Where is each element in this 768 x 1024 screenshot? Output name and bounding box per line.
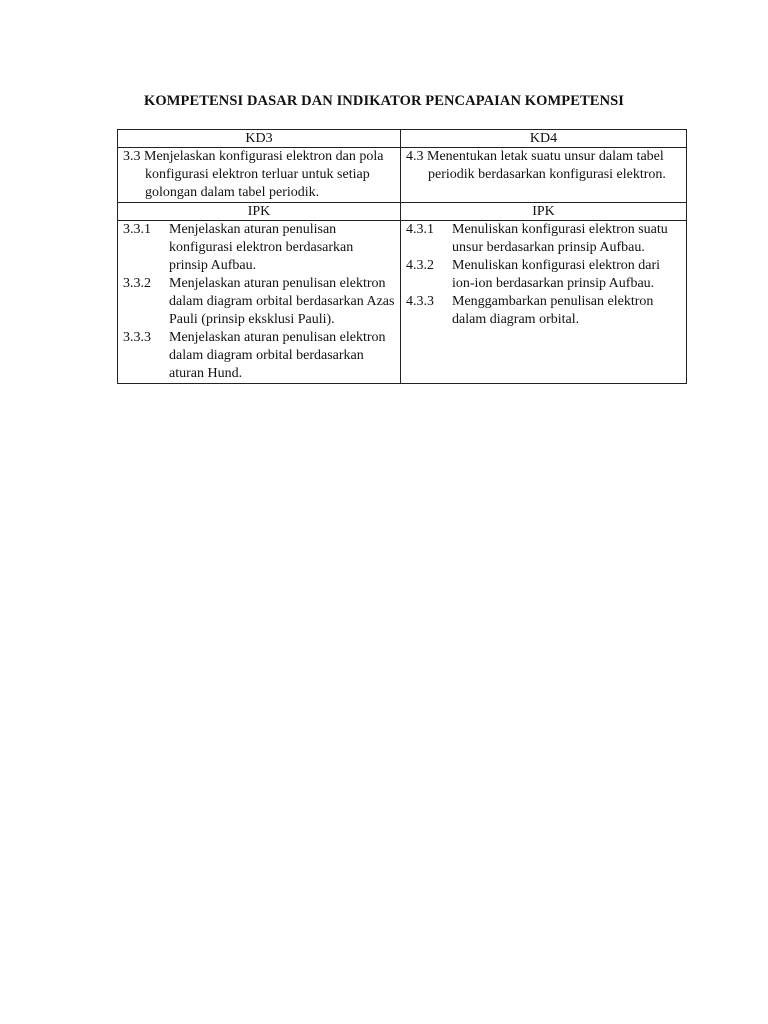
list-item	[123, 275, 395, 329]
kd3-header: KD3	[118, 130, 401, 148]
ipk-text: Menuliskan konfigurasi elektron dari ion-ion berdasarkan prinsip Aufbau.	[452, 258, 661, 291]
ipk-number: 3.3.2	[123, 276, 151, 291]
list-item	[406, 257, 681, 293]
ipk-number: 3.3.1	[123, 222, 151, 237]
list-item	[123, 221, 395, 275]
ipk-left-header: IPK	[118, 203, 401, 221]
ipk-right-cell	[401, 221, 687, 384]
ipk-row	[118, 221, 687, 384]
ipk-left-cell	[118, 221, 401, 384]
kd-row	[118, 148, 687, 203]
list-item	[406, 293, 681, 329]
ipk-text: Menjelaskan aturan penulisan konfigurasi elektron berdasarkan prinsip Aufbau.	[169, 222, 354, 273]
ipk-text: Menggambarkan penulisan elektron dalam diagram orbital.	[452, 294, 654, 327]
ipk-number: 3.3.3	[123, 330, 151, 345]
ipk-text: Menjelaskan aturan penulisan elektron dalam diagram orbital berdasarkan aturan Hund.	[169, 330, 386, 381]
ipk-text: Menuliskan konfigurasi elektron suatu unsur berdasarkan prinsip Aufbau.	[452, 222, 668, 255]
kd4-header: KD4	[401, 130, 687, 148]
kd-header-row	[118, 130, 687, 148]
page-title: KOMPETENSI DASAR DAN INDIKATOR PENCAPAIAN KOMPETENSI	[143, 93, 625, 109]
ipk-number: 4.3.1	[406, 222, 434, 237]
competency-table	[117, 129, 687, 384]
ipk-right-header: IPK	[401, 203, 687, 221]
list-item	[123, 329, 395, 383]
ipk-number: 4.3.3	[406, 294, 434, 309]
kd3-cell	[118, 148, 401, 203]
ipk-number: 4.3.2	[406, 258, 434, 273]
list-item	[406, 221, 681, 257]
kd3-text: 3.3 Menjelaskan konfigurasi elektron dan pola konfigurasi elektron terluar untuk setiap golongan dalam tabel periodik.	[123, 149, 384, 200]
ipk-header-row	[118, 203, 687, 221]
kd4-cell	[401, 148, 687, 203]
ipk-text: Menjelaskan aturan penulisan elektron dalam diagram orbital berdasarkan Azas Pauli (prinsip eksklusi Pauli).	[169, 276, 395, 327]
kd4-text: 4.3 Menentukan letak suatu unsur dalam tabel periodik berdasarkan konfigurasi elektron.	[406, 149, 666, 182]
